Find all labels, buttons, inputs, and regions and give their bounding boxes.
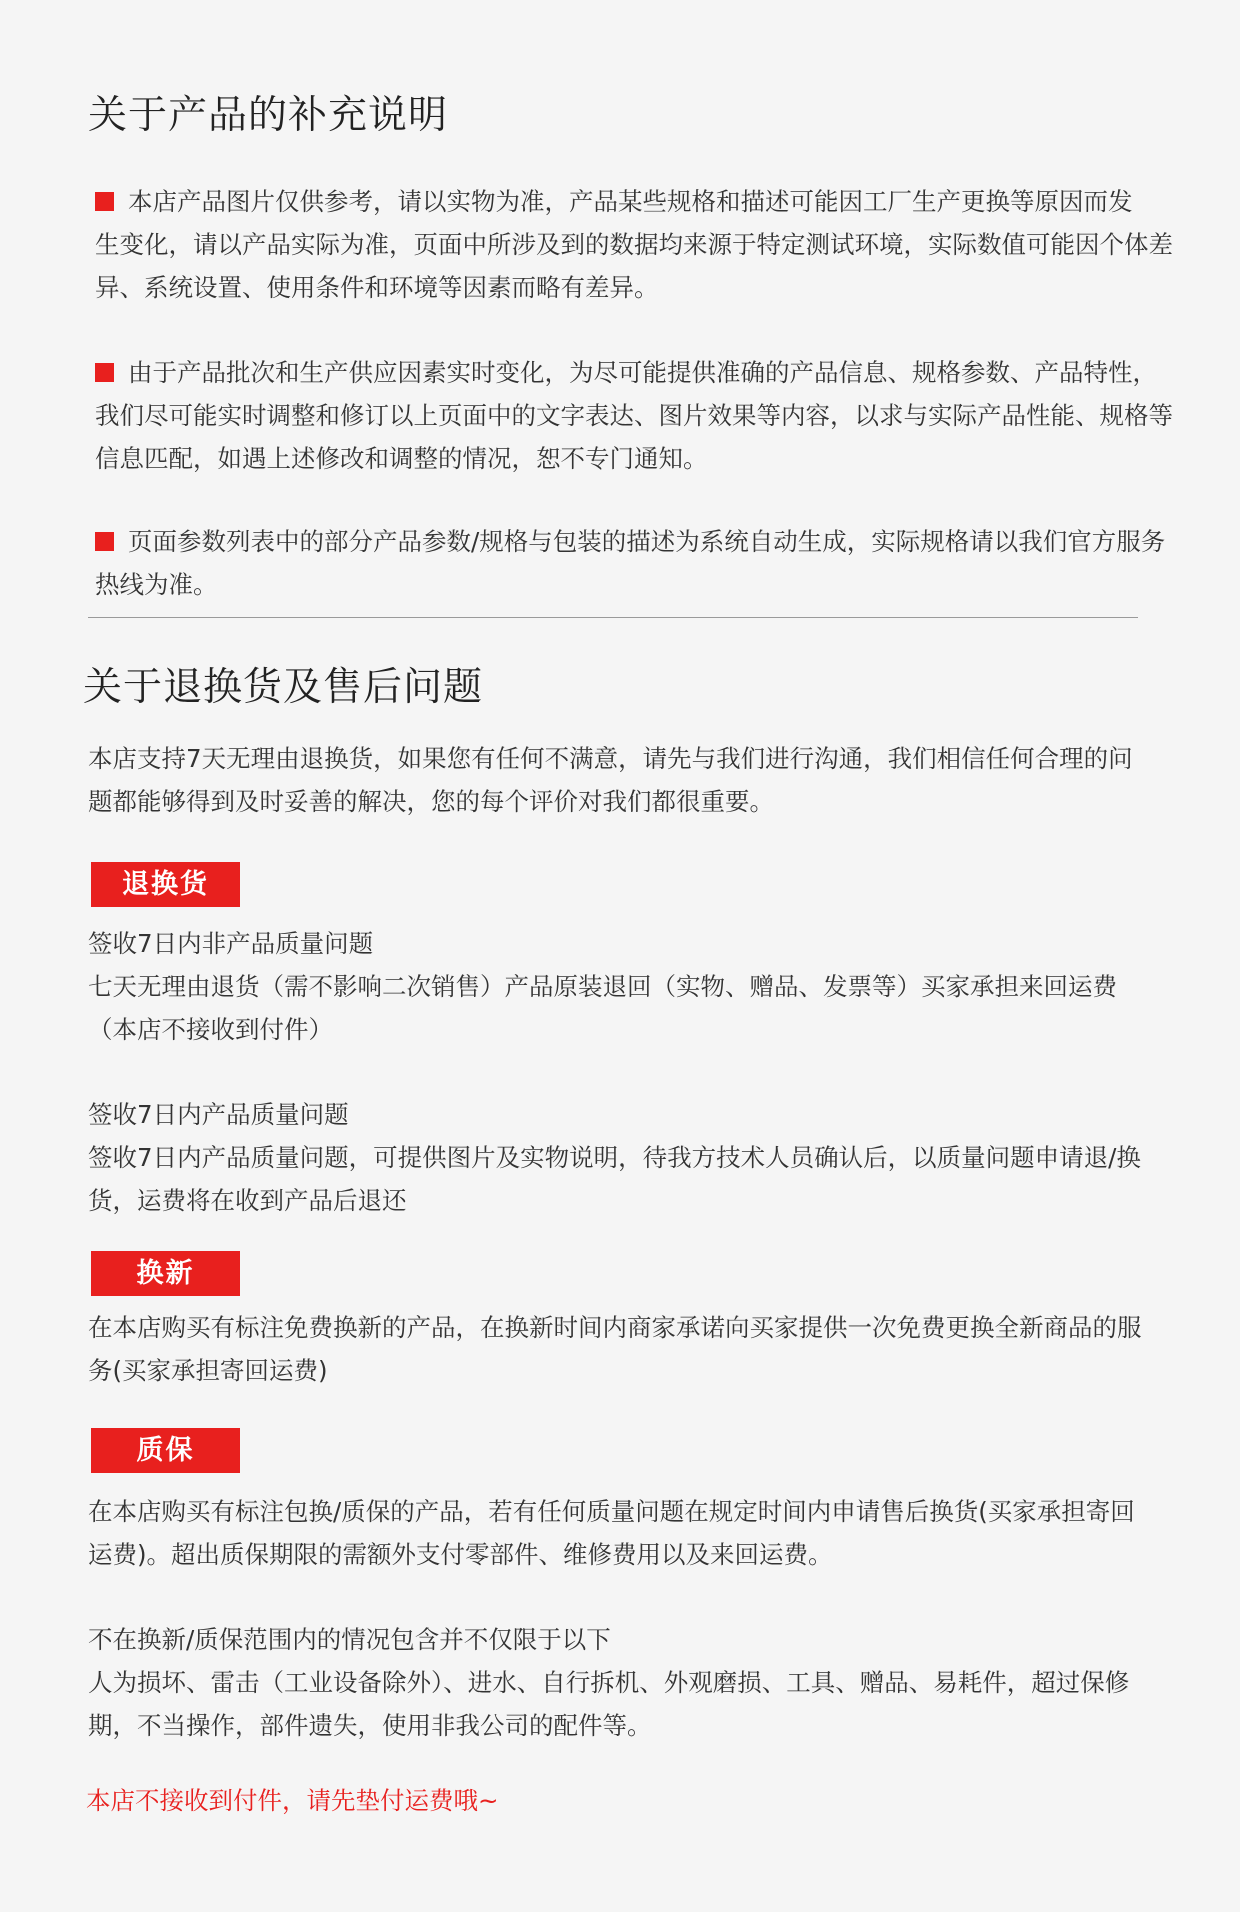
red-square-bullet-icon: [95, 363, 114, 382]
red-square-bullet-icon: [95, 192, 114, 211]
returns-badge: 退换货: [91, 862, 240, 907]
section-divider: [88, 617, 1138, 618]
product-note-2: 由于产品批次和生产供应因素实时变化，为尽可能提供准确的产品信息、规格参数、产品特性， 我们尽可能实时调整和修订以上页面中的文字表达、图片效果等内容，以求与实际产品性能、规格等信息匹配，如遇上述修改和调整的情况，恕不专门通知。: [95, 358, 1173, 473]
product-note-1: 本店产品图片仅供参考，请以实物为准，产品某些规格和描述可能因工厂生产更换等原因而发 生变化，请以产品实际为准，页面中所涉及到的数据均来源于特定测试环境，实际数值可能因个体差异、系统设置、使用条件和环境等因素而略有差异。: [95, 187, 1173, 302]
red-square-bullet-icon: [95, 532, 114, 551]
product-note-3: 页面参数列表中的部分产品参数/规格与包装的描述为系统自动生成，实际规格请以我们官方服务 热线为准。: [95, 527, 1166, 599]
exchange-badge: 换新: [91, 1251, 240, 1296]
after-sales-title: 关于退换货及售后问题: [83, 665, 484, 710]
product-notes-title: 关于产品的补充说明: [88, 93, 449, 138]
warranty-exclusions-text: 人为损坏、雷击（工业设备除外）、进水、自行拆机、外观磨损、工具、赠品、易耗件，超过保修期，不当操作，部件遗失，使用非我公司的配件等。: [88, 1668, 1130, 1740]
after-sales-intro: 本店支持7天无理由退换货，如果您有任何不满意，请先与我们进行沟通，我们相信任何合理的问题都能够得到及时妥善的解决，您的每个评价对我们都很重要。: [88, 744, 1133, 816]
warranty-text: 在本店购买有标注包换/质保的产品，若有任何质量问题在规定时间内申请售后换货(买家承担寄回运费)。超出质保期限的需额外支付零部件、维修费用以及来回运费。: [88, 1497, 1135, 1569]
non-quality-return-text: 七天无理由退货（需不影响二次销售）产品原装退回（实物、赠品、发票等）买家承担来回运费（本店不接收到付件）: [88, 972, 1117, 1044]
cod-shipping-notice: 本店不接收到付件，请先垫付运费哦~: [86, 1786, 499, 1815]
warranty-badge: 质保: [91, 1428, 240, 1473]
quality-return-text: 签收7日内产品质量问题，可提供图片及实物说明，待我方技术人员确认后，以质量问题申请退/换货，运费将在收到产品后退还: [88, 1143, 1141, 1215]
quality-return-title: 签收7日内产品质量问题: [88, 1100, 349, 1129]
exchange-text: 在本店购买有标注免费换新的产品，在换新时间内商家承诺向买家提供一次免费更换全新商品的服务(买家承担寄回运费): [88, 1313, 1142, 1385]
warranty-exclusions-title: 不在换新/质保范围内的情况包含并不仅限于以下: [88, 1625, 611, 1654]
non-quality-return-title: 签收7日内非产品质量问题: [88, 929, 374, 958]
